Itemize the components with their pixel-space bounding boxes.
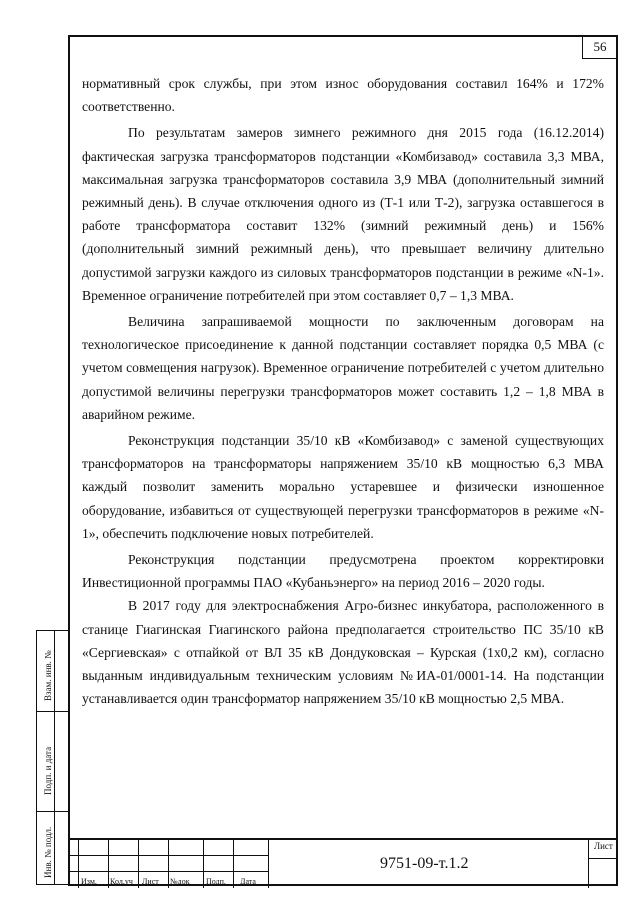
paragraph: По результатам замеров зимнего режимного дня 2015 года (16.12.2014) фактическая загрузка трансформаторов подстанции «Комбизавод» составила 3,3 МВА, максимальная загрузка трансформаторов составила 3,9 МВА (дополнительный зимний режимный день). В случае отключения одного из (Т-1 или Т-2), загрузка оставшегося в работе трансформатора составит 132% (зимний режимный день) и 156% (дополнительный зимний режимный день), что превышает величину длительно допустимой загрузки каждого из силовых трансформаторов подстанции в режиме «N-1». Временное ограничение потребителей при этом составляет 0,7 – 1,3 МВА.: [82, 125, 604, 303]
paragraph: нормативный срок службы, при этом износ оборудования составил 164% и 172% соответственно.: [82, 76, 604, 115]
tb-col-label: Лист: [142, 877, 159, 886]
paragraph: Величина запрашиваемой мощности по заключенным договорам на технологическое присоединение к данной подстанции составляет порядка 0,5 МВА (с учетом совмещения нагрузок). Временное ограничение потребителей с учетом длительно допустимой величины перегрузки трансформаторов может составить 1,2 – 1,8 МВА в аварийном режиме.: [82, 314, 604, 422]
paragraph: В 2017 году для электроснабжения Агро-бизнес инкубатора, расположенного в станице Гиагинская Гиагинского района предполагается строительство ПС 35/10 кВ «Сергиевская» с отпайкой от ВЛ 35 кВ Дондуковская – Курская (1х0,2 км), согласно выданным индивидуальным техническим условиям №ИА-01/0001-14. На подстанции устанавливается один трансформатор напряжением 35/10 кВ мощностью 2,5 МВА.: [82, 598, 604, 707]
sheet-label: Лист: [594, 841, 613, 851]
side-label-podp-data: Подп. и дата: [43, 746, 53, 795]
paragraph: Реконструкция подстанции 35/10 кВ «Комбизавод» с заменой существующих трансформаторов на трансформаторы напряжением 35/10 кВ мощностью 6,3 МВА каждый позволит заменить морально устаревшее и физически изношенное оборудование, избавиться от существующей перегрузки трансформаторов в режиме «N-1», обеспечить подключение новых потребителей.: [82, 433, 604, 541]
side-label-inv-zam: Взам. инв. №: [43, 650, 53, 701]
title-block: [68, 838, 618, 888]
side-label-inv-podl: Инв. № подл.: [43, 826, 53, 878]
document-code: 9751-09-т.1.2: [380, 855, 469, 872]
tb-col-label: Кол.уч: [110, 877, 133, 886]
tb-col-label: Изм.: [81, 877, 97, 886]
tb-col-label: №док: [170, 877, 190, 886]
side-stamp-strip: [36, 630, 70, 885]
page-number: 56: [582, 36, 617, 59]
tb-col-label: Подп.: [206, 877, 226, 886]
paragraph: Реконструкция подстанции предусмотрена проектом корректировки Инвестиционной программы ПАО «Кубаньэнерго» на период 2016 – 2020 годы.: [82, 552, 604, 591]
body-text: [82, 72, 604, 710]
tb-col-label: Дата: [240, 877, 256, 886]
